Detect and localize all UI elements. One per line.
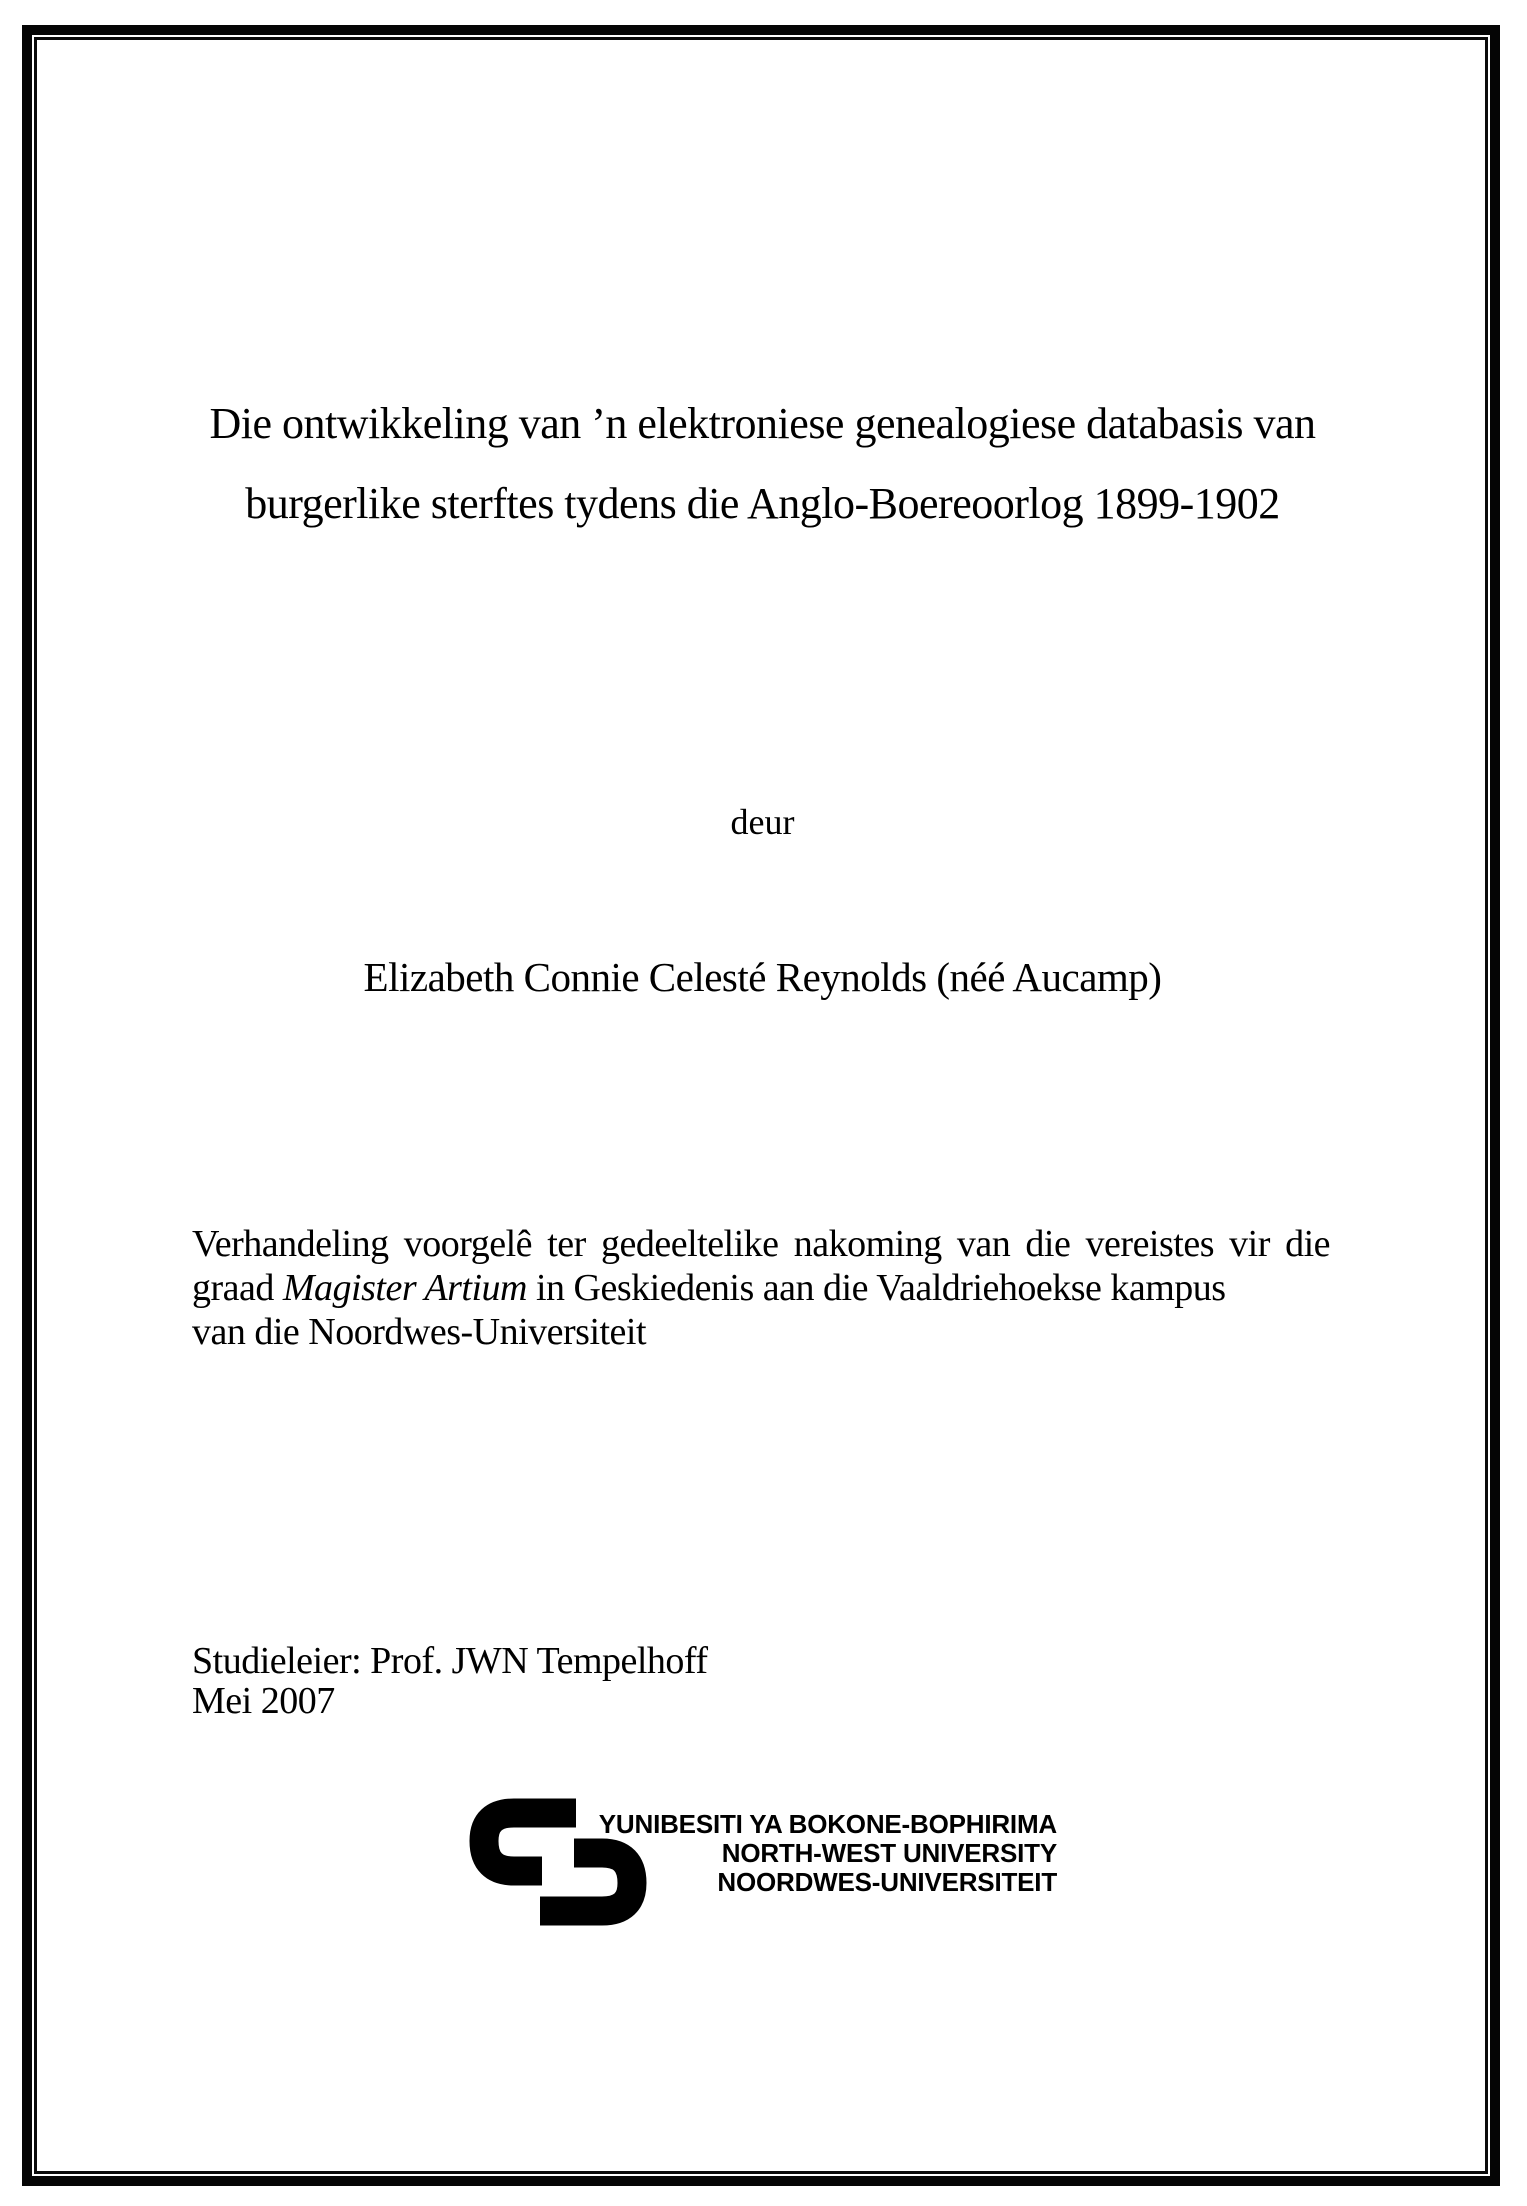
degree-statement-line-2-pre: graad [192, 1267, 283, 1309]
degree-statement-line-2-post: in Geskiedenis aan die Vaaldriehoekse kampus [526, 1267, 1226, 1309]
thesis-title [170, 384, 1355, 544]
byline-deur: deur [730, 802, 795, 842]
university-logo [468, 1796, 1068, 1931]
thesis-title-line-1: Die ontwikkeling van ’n elektroniese genealogiese databasis van [209, 399, 1316, 448]
degree-statement [192, 1222, 1330, 1354]
degree-name-italic: Magister Artium [282, 1267, 527, 1309]
university-logo-line-3: NOORDWES-UNIVERSITEIT [717, 1867, 1057, 1897]
thesis-title-line-2: burgerlike sterftes tydens die Anglo-Boereoorlog 1899-1902 [245, 479, 1280, 528]
supervisor-block [192, 1641, 1330, 1721]
author-name: Elizabeth Connie Celesté Reynolds (néé Aucamp) [363, 954, 1162, 1000]
university-logo-text [583, 1810, 1057, 1897]
date-line: Mei 2007 [192, 1680, 335, 1722]
degree-statement-line-1: Verhandeling voorgelê ter gedeeltelike nakoming van die vereistes vir die [192, 1223, 1330, 1265]
degree-statement-line-3: van die Noordwes-Universiteit [192, 1311, 647, 1353]
university-logo-line-2: NORTH-WEST UNIVERSITY [721, 1838, 1057, 1868]
supervisor-line: Studieleier: Prof. JWN Tempelhoff [192, 1640, 708, 1682]
degree-statement-line-2 [192, 1266, 1330, 1310]
university-logo-line-1: YUNIBESITI YA BOKONE-BOPHIRIMA [598, 1809, 1057, 1839]
